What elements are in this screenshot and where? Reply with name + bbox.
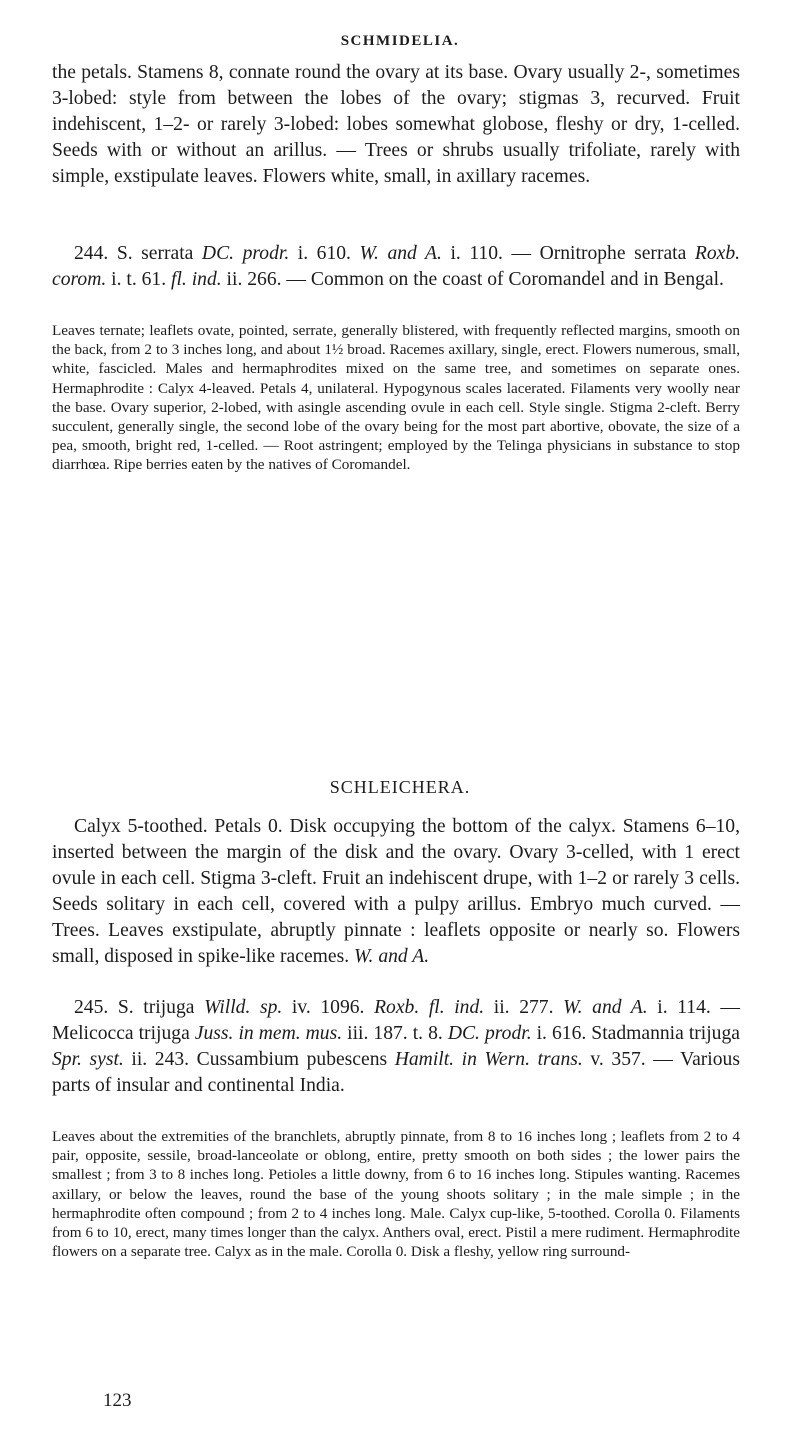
running-head: SCHMIDELIA. bbox=[340, 33, 460, 49]
section-heading: SCHLEICHERA. bbox=[329, 777, 471, 797]
citation-loc: i. 114. — Melicocca trijuga bbox=[52, 997, 740, 1044]
species-245-citation bbox=[52, 995, 740, 1099]
species-244-description bbox=[52, 321, 740, 475]
citation-ref: Spr. syst. bbox=[52, 1048, 124, 1070]
page-number: 123 bbox=[103, 1390, 132, 1411]
species-244-entry bbox=[52, 241, 740, 293]
schleichera-genus-text bbox=[52, 814, 740, 969]
citation-ref: Roxb. fl. ind. bbox=[374, 997, 485, 1018]
citation-loc: iv. 1096. bbox=[282, 997, 375, 1018]
citation-loc: ii. 243. Cussambium pubescens bbox=[123, 1048, 395, 1070]
citation-ref: W. and A. bbox=[359, 243, 442, 264]
citation-loc: i. t. 61. bbox=[106, 268, 172, 290]
species-245-description-text: Leaves about the extremities of the branchlets, abruptly pinnate, from 8 to 16 inches long ; leaflets from 2 to 4 pair, opposite, sessile, broad-lanceolate or oblong, entire, pretty smooth on both sides ; the lower pairs the smallest ; from 3 to 8 inches long. Petioles a little downy, from 6 to 16 inches long. Stipules wanting. Racemes axillary, or below the leaves, round the base of the young shoots solitary ; in the male simple ; in the hermaphrodite often compound ; from 2 to 4 inches long. Male. Calyx cup-like, 5-toothed. Corolla 0. Filaments from 6 to 10, erect, many times longer than the calyx. Anthers oval, erect. Pistil a mere rudiment. Hermaphrodite flowers on a separate tree. Calyx as in the male. Corolla 0. Disk a fleshy, yellow ring surround- bbox=[52, 1128, 740, 1261]
citation-loc: i. 110. — Ornitrophe serrata bbox=[441, 243, 695, 264]
schleichera-genus-paragraph bbox=[52, 814, 740, 969]
schmidelia-genus-paragraph bbox=[52, 60, 740, 190]
citation-ref: fl. ind. bbox=[171, 268, 222, 290]
genus-authority: W. and A. bbox=[354, 945, 430, 967]
species-245-entry bbox=[52, 995, 740, 1099]
citation-ref: W. and A. bbox=[563, 997, 648, 1018]
citation-ref: DC. prodr. bbox=[447, 1022, 532, 1044]
citation-ref: Roxb. corom. bbox=[52, 243, 741, 290]
species-244-description-text: Leaves ternate; leaflets ovate, pointed, serrate, generally blistered, with frequently reflected margins, smooth on the back, from 2 to 3 inches long, and about 1½ broad. Racemes axillary, single, erect. Flowers numerous, small, white, fascicled. Males and hermaphrodites mixed on the same tree, and sometimes on separate ones. Hermaphrodite : Calyx 4-leaved. Petals 4, unilateral. Hypogynous scales lacerated. Filaments very woolly near the base. Ovary superior, 2-lobed, with asingle ascending ovule in each cell. Style single. Stigma 2-cleft. Berry succulent, generally single, the second lobe of the ovary being for the most part abortive, obovate, the size of a pea, smooth, bright red, 1-celled. — Root astringent; employed by the Telinga physicians in substance to stop diarrhœa. Ripe berries eaten by the natives of Coromandel. bbox=[52, 322, 740, 474]
species-245-number: 245. S. trijuga bbox=[74, 997, 205, 1018]
citation-ref: Hamilt. in Wern. trans. bbox=[394, 1048, 583, 1070]
citation-ref: DC. prodr. bbox=[201, 243, 290, 264]
species-245-description bbox=[52, 1127, 740, 1261]
citation-ref: Willd. sp. bbox=[204, 997, 283, 1018]
citation-loc: i. 616. Stadmannia trijuga bbox=[531, 1022, 740, 1044]
citation-loc: ii. 266. — Common on the coast of Coromandel and in Bengal. bbox=[221, 268, 724, 290]
citation-loc: iii. 187. t. 8. bbox=[342, 1022, 448, 1044]
citation-loc: ii. 277. bbox=[484, 997, 564, 1018]
species-244-number: 244. S. serrata bbox=[74, 243, 202, 264]
citation-ref: Juss. in mem. mus. bbox=[194, 1022, 343, 1044]
citation-loc: v. 357. — Various parts of insular and continental India. bbox=[52, 1048, 740, 1096]
citation-loc: i. 610. bbox=[289, 243, 360, 264]
genus-description-text: the petals. Stamens 8, connate round the ovary at its base. Ovary usually 2-, sometimes 3-lobed: style from between the lobes of the ovary; stigmas 3, recurved. Fruit indehiscent, 1–2- or rarely 3-lobed: lobes somewhat globose, fleshy or dry, 1-celled. Seeds with or without an arillus. — Trees or shrubs usually trifoliate, rarely with simple, exstipulate leaves. Flowers white, small, in axillary racemes. bbox=[52, 62, 740, 187]
genus-text: Calyx 5-toothed. Petals 0. Disk occupying the bottom of the calyx. Stamens 6–10, inserted between the margin of the disk and the ovary. Ovary 3-celled, with 1 erect ovule in each cell. Stigma 3-cleft. Fruit an indehiscent drupe, with 1–2 or rarely 3 cells. Seeds solitary in each cell, covered with a pulpy arillus. Embryo much curved. — Trees. Leaves exstipulate, abruptly pinnate : leaflets opposite or nearly so. Flowers small, disposed in spike-like racemes. bbox=[52, 816, 740, 967]
species-244-citation bbox=[52, 241, 740, 293]
